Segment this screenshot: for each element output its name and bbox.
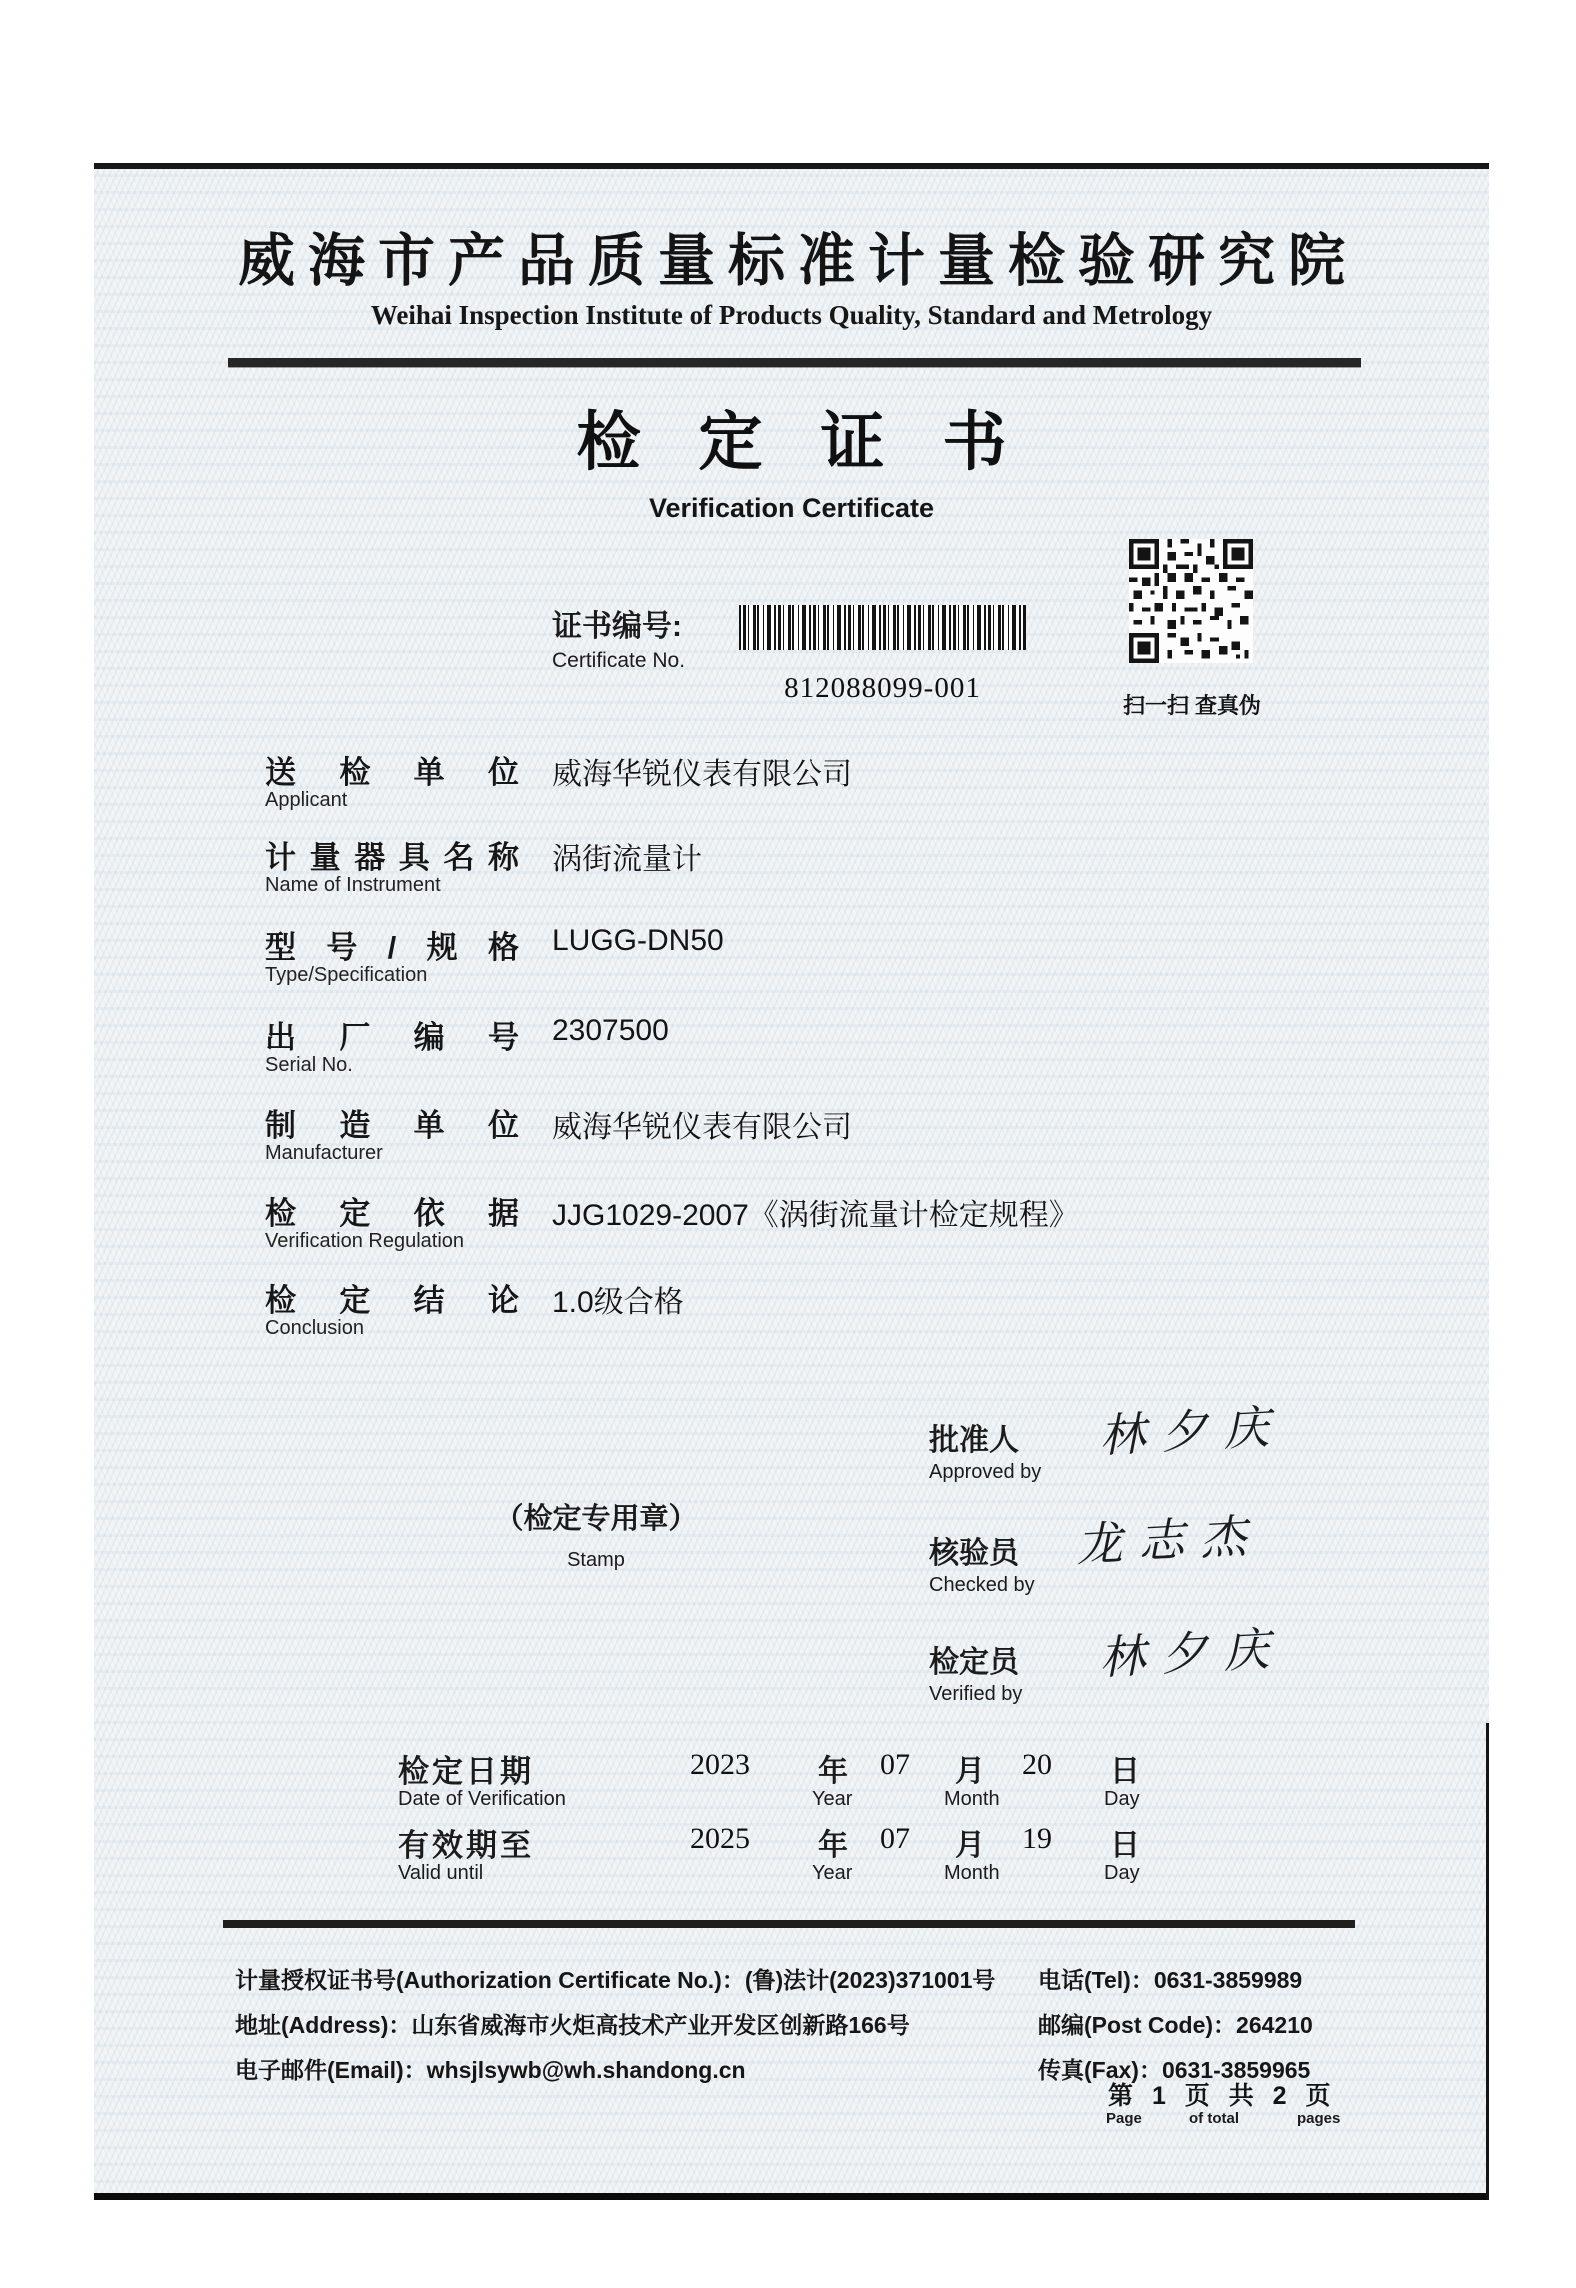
date-year-value: 2025 bbox=[690, 1822, 750, 1855]
signature-row-verified bbox=[929, 1622, 1449, 1727]
field-row-instrument-name bbox=[265, 832, 1415, 902]
month-unit-cn: 月 bbox=[955, 1829, 985, 1862]
page-indicator-en bbox=[1106, 2110, 1466, 2130]
field-label-en: Applicant bbox=[265, 789, 348, 811]
certificate-no-label-en: Certificate No. bbox=[552, 649, 686, 672]
header-rule bbox=[228, 358, 1361, 367]
institute-name-cn: 威海市产品质量标准计量检验研究院 bbox=[238, 230, 1358, 293]
date-row-valid-until bbox=[398, 1820, 1348, 1892]
year-unit-en: Year bbox=[812, 1862, 853, 1884]
field-value: 威海华锐仪表有限公司 bbox=[552, 1111, 852, 1144]
signature-label-en: Verified by bbox=[929, 1683, 1023, 1705]
field-label-en: Manufacturer bbox=[265, 1142, 383, 1164]
field-label-cn: 检定依据 bbox=[265, 1196, 519, 1231]
date-year-value: 2023 bbox=[690, 1748, 750, 1781]
field-label-en: Type/Specification bbox=[265, 964, 428, 986]
signature-label-cn: 批准人 bbox=[929, 1424, 1019, 1457]
field-label-en: Serial No. bbox=[265, 1054, 353, 1076]
of-total-word: of total bbox=[1189, 2110, 1239, 2127]
field-row-applicant bbox=[265, 747, 1415, 817]
day-unit-cn: 日 bbox=[1110, 1829, 1140, 1862]
field-value: 2307500 bbox=[552, 1014, 669, 1047]
field-label-cn: 出厂编号 bbox=[265, 1020, 519, 1055]
day-unit-en: Day bbox=[1104, 1862, 1140, 1884]
day-unit-cn: 日 bbox=[1110, 1755, 1140, 1788]
month-unit-en: Month bbox=[944, 1788, 1000, 1810]
date-month-value: 07 bbox=[880, 1822, 910, 1855]
signature-label-cn: 核验员 bbox=[929, 1537, 1019, 1570]
page-indicator: 第 1 页 共 2 页 bbox=[1108, 2082, 1337, 2110]
page-word: Page bbox=[1106, 2110, 1142, 2127]
footer-fax: 传真(Fax)：0631-3859965 bbox=[1038, 2057, 1311, 2083]
date-day-value: 19 bbox=[1022, 1822, 1052, 1855]
certificate-number: 812088099-001 bbox=[784, 672, 981, 704]
date-row-verification bbox=[398, 1746, 1348, 1818]
field-row-conclusion bbox=[265, 1275, 1415, 1345]
signature-label-en: Checked by bbox=[929, 1574, 1035, 1596]
field-row-verification-regulation bbox=[265, 1188, 1415, 1258]
field-value: JJG1029-2007《涡街流量计检定规程》 bbox=[552, 1199, 1079, 1232]
date-label-cn: 有效期至 bbox=[398, 1828, 534, 1863]
date-day-value: 20 bbox=[1022, 1748, 1052, 1781]
year-unit-en: Year bbox=[812, 1788, 853, 1810]
field-label-cn: 制造单位 bbox=[265, 1108, 519, 1143]
signature-handwriting: 林夕庆 bbox=[1097, 1400, 1287, 1462]
date-label-en: Date of Verification bbox=[398, 1788, 566, 1810]
field-label-cn: 型号/规格 bbox=[265, 930, 519, 965]
date-label-en: Valid until bbox=[398, 1862, 484, 1884]
certificate-paper bbox=[94, 163, 1489, 2200]
paper-top-edge bbox=[94, 163, 1489, 169]
qr-code bbox=[1129, 537, 1253, 665]
stamp-label-en: Stamp bbox=[567, 1549, 625, 1571]
signature-handwriting: 龙志杰 bbox=[1074, 1509, 1264, 1571]
institute-name-en: Weihai Inspection Institute of Products Quality, Standard and Metrology bbox=[370, 300, 1213, 330]
day-unit-en: Day bbox=[1104, 1788, 1140, 1810]
field-label-en: Conclusion bbox=[265, 1317, 364, 1339]
date-label-cn: 检定日期 bbox=[398, 1754, 534, 1789]
field-row-manufacturer bbox=[265, 1100, 1415, 1170]
footer-tel: 电话(Tel)：0631-3859989 bbox=[1038, 1967, 1303, 1993]
signature-label-cn: 检定员 bbox=[929, 1646, 1019, 1679]
certificate-no-label-cn: 证书编号: bbox=[552, 610, 682, 643]
certificate-title-cn: 检定证书 bbox=[576, 406, 1065, 478]
footer-authorization: 计量授权证书号(Authorization Certificate No.)：(鲁)法计(2023)371001号 bbox=[235, 1967, 996, 1993]
paper-bottom-edge bbox=[94, 2193, 1489, 2200]
field-value: LUGG-DN50 bbox=[552, 924, 724, 957]
year-unit-cn: 年 bbox=[818, 1829, 848, 1862]
field-label-cn: 计量器具名称 bbox=[265, 840, 519, 875]
signature-label-en: Approved by bbox=[929, 1461, 1042, 1483]
field-row-type-spec bbox=[265, 922, 1415, 992]
pages-word: pages bbox=[1297, 2110, 1341, 2127]
field-value: 威海华锐仪表有限公司 bbox=[552, 758, 852, 791]
field-value: 1.0级合格 bbox=[552, 1286, 684, 1319]
stamp-note: （检定专用章） bbox=[494, 1503, 698, 1535]
stamp-area bbox=[489, 1496, 703, 1571]
footer-email: 电子邮件(Email)：whsjlsywb@wh.shandong.cn bbox=[235, 2057, 746, 2083]
signature-handwriting: 林夕庆 bbox=[1097, 1622, 1287, 1684]
date-month-value: 07 bbox=[880, 1748, 910, 1781]
paper-right-edge bbox=[1486, 1723, 1489, 2200]
qr-caption: 扫一扫 查真伪 bbox=[1122, 693, 1262, 718]
signature-row-approved bbox=[929, 1400, 1449, 1505]
footer-address: 地址(Address)：山东省威海市火炬高技术产业开发区创新路166号 bbox=[235, 2012, 910, 2038]
field-label-cn: 检定结论 bbox=[265, 1283, 519, 1318]
barcode bbox=[739, 605, 1026, 650]
footer-rule bbox=[223, 1920, 1355, 1928]
field-label-en: Verification Regulation bbox=[265, 1230, 465, 1252]
signature-row-checked bbox=[929, 1509, 1449, 1618]
field-label-cn: 送检单位 bbox=[265, 755, 519, 790]
field-value: 涡街流量计 bbox=[552, 843, 702, 876]
field-label-en: Name of Instrument bbox=[265, 874, 441, 896]
certificate-title-en: Verification Certificate bbox=[648, 493, 935, 523]
footer-postcode: 邮编(Post Code)：264210 bbox=[1038, 2012, 1313, 2038]
field-row-serial-no bbox=[265, 1012, 1415, 1082]
month-unit-cn: 月 bbox=[955, 1755, 985, 1788]
year-unit-cn: 年 bbox=[818, 1755, 848, 1788]
month-unit-en: Month bbox=[944, 1862, 1000, 1884]
